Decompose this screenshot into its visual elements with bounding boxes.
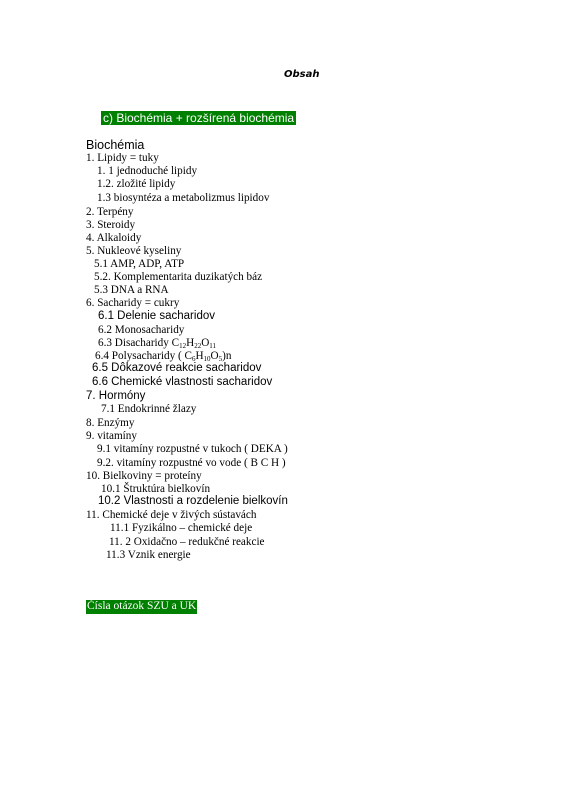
toc-item-6-1: 6.1 Delenie sacharidov	[98, 310, 215, 322]
toc-item-6-3	[98, 338, 216, 350]
toc-item-10-2: 10.2 Vlastnosti a rozdelenie bielkovín	[98, 495, 288, 507]
page-title: Obsah	[284, 69, 320, 80]
toc-item-11-1: 11.1 Fyzikálno – chemické deje	[110, 522, 253, 534]
toc-item-7: 7. Hormóny	[86, 390, 146, 402]
toc-item-5-1: 5.1 AMP, ADP, ATP	[94, 258, 185, 270]
toc-item-10-1: 10.1 Štruktúra bielkovín	[101, 483, 211, 495]
toc-item-6: 6. Sacharidy = cukry	[86, 297, 180, 309]
subscript: 12	[179, 342, 187, 350]
toc-item-9-1: 9.1 vitamíny rozpustné v tukoch ( DEKA )	[97, 443, 288, 455]
formula-atom: O	[210, 350, 219, 362]
subscript: 6	[191, 355, 196, 363]
subscript: 11	[209, 342, 217, 350]
toc-item-1-1: 1. 1 jednoduché lipidy	[97, 165, 198, 177]
toc-item-6-4-text: 6.4 Polysacharidy ( C	[95, 350, 192, 362]
toc-item-6-2: 6.2 Monosacharidy	[98, 324, 185, 336]
subscript: 22	[194, 342, 202, 350]
toc-item-1-2: 1.2. zložité lipidy	[97, 178, 176, 190]
formula-atom: O	[201, 337, 210, 349]
toc-item-1-3: 1.3 biosyntéza a metabolizmus lipidov	[97, 192, 270, 204]
toc-item-4: 4. Alkaloidy	[86, 232, 142, 244]
formula-tail: )n	[222, 350, 232, 362]
formula-atom: H	[186, 337, 195, 349]
toc-item-7-1: 7.1 Endokrinné žlazy	[101, 403, 197, 415]
formula-atom: H	[195, 350, 204, 362]
subscript: 5	[218, 355, 223, 363]
toc-item-6-5: 6.5 Dôkazové reakcie sacharidov	[92, 362, 262, 374]
toc-item-2: 2. Terpény	[86, 206, 134, 218]
toc-item-6-6: 6.6 Chemické vlastnosti sacharidov	[92, 376, 273, 388]
subscript: 10	[203, 355, 211, 363]
toc-item-9-2: 9.2. vitamíny rozpustné vo vode ( B C H )	[97, 457, 286, 469]
toc-item-11-2: 11. 2 Oxidačno – redukčné reakcie	[109, 536, 265, 548]
toc-item-5: 5. Nukleové kyseliny	[86, 245, 182, 257]
toc-item-11-3: 11.3 Vznik energie	[106, 549, 191, 561]
szu-uk-link[interactable]: Čísla otázok SZU a UK	[87, 600, 197, 612]
section-heading: Biochémia	[86, 138, 145, 152]
section-highlight: c) Biochémia + rozšírená biochémia	[103, 111, 295, 125]
toc-item-11: 11. Chemické deje v živých sústavách	[86, 509, 257, 521]
toc-item-5-3: 5.3 DNA a RNA	[94, 284, 169, 296]
toc-item-8: 8. Enzýmy	[86, 417, 135, 429]
toc-item-3: 3. Steroidy	[86, 219, 136, 231]
toc-item-6-3-text: 6.3 Disacharidy C	[98, 337, 180, 349]
toc-item-10: 10. Bielkoviny = proteíny	[86, 470, 202, 482]
toc-item-1: 1. Lipidy = tuky	[86, 152, 159, 164]
toc-item-5-2: 5.2. Komplementarita duzikatých báz	[94, 271, 263, 283]
toc-item-9: 9. vitamíny	[86, 430, 137, 442]
